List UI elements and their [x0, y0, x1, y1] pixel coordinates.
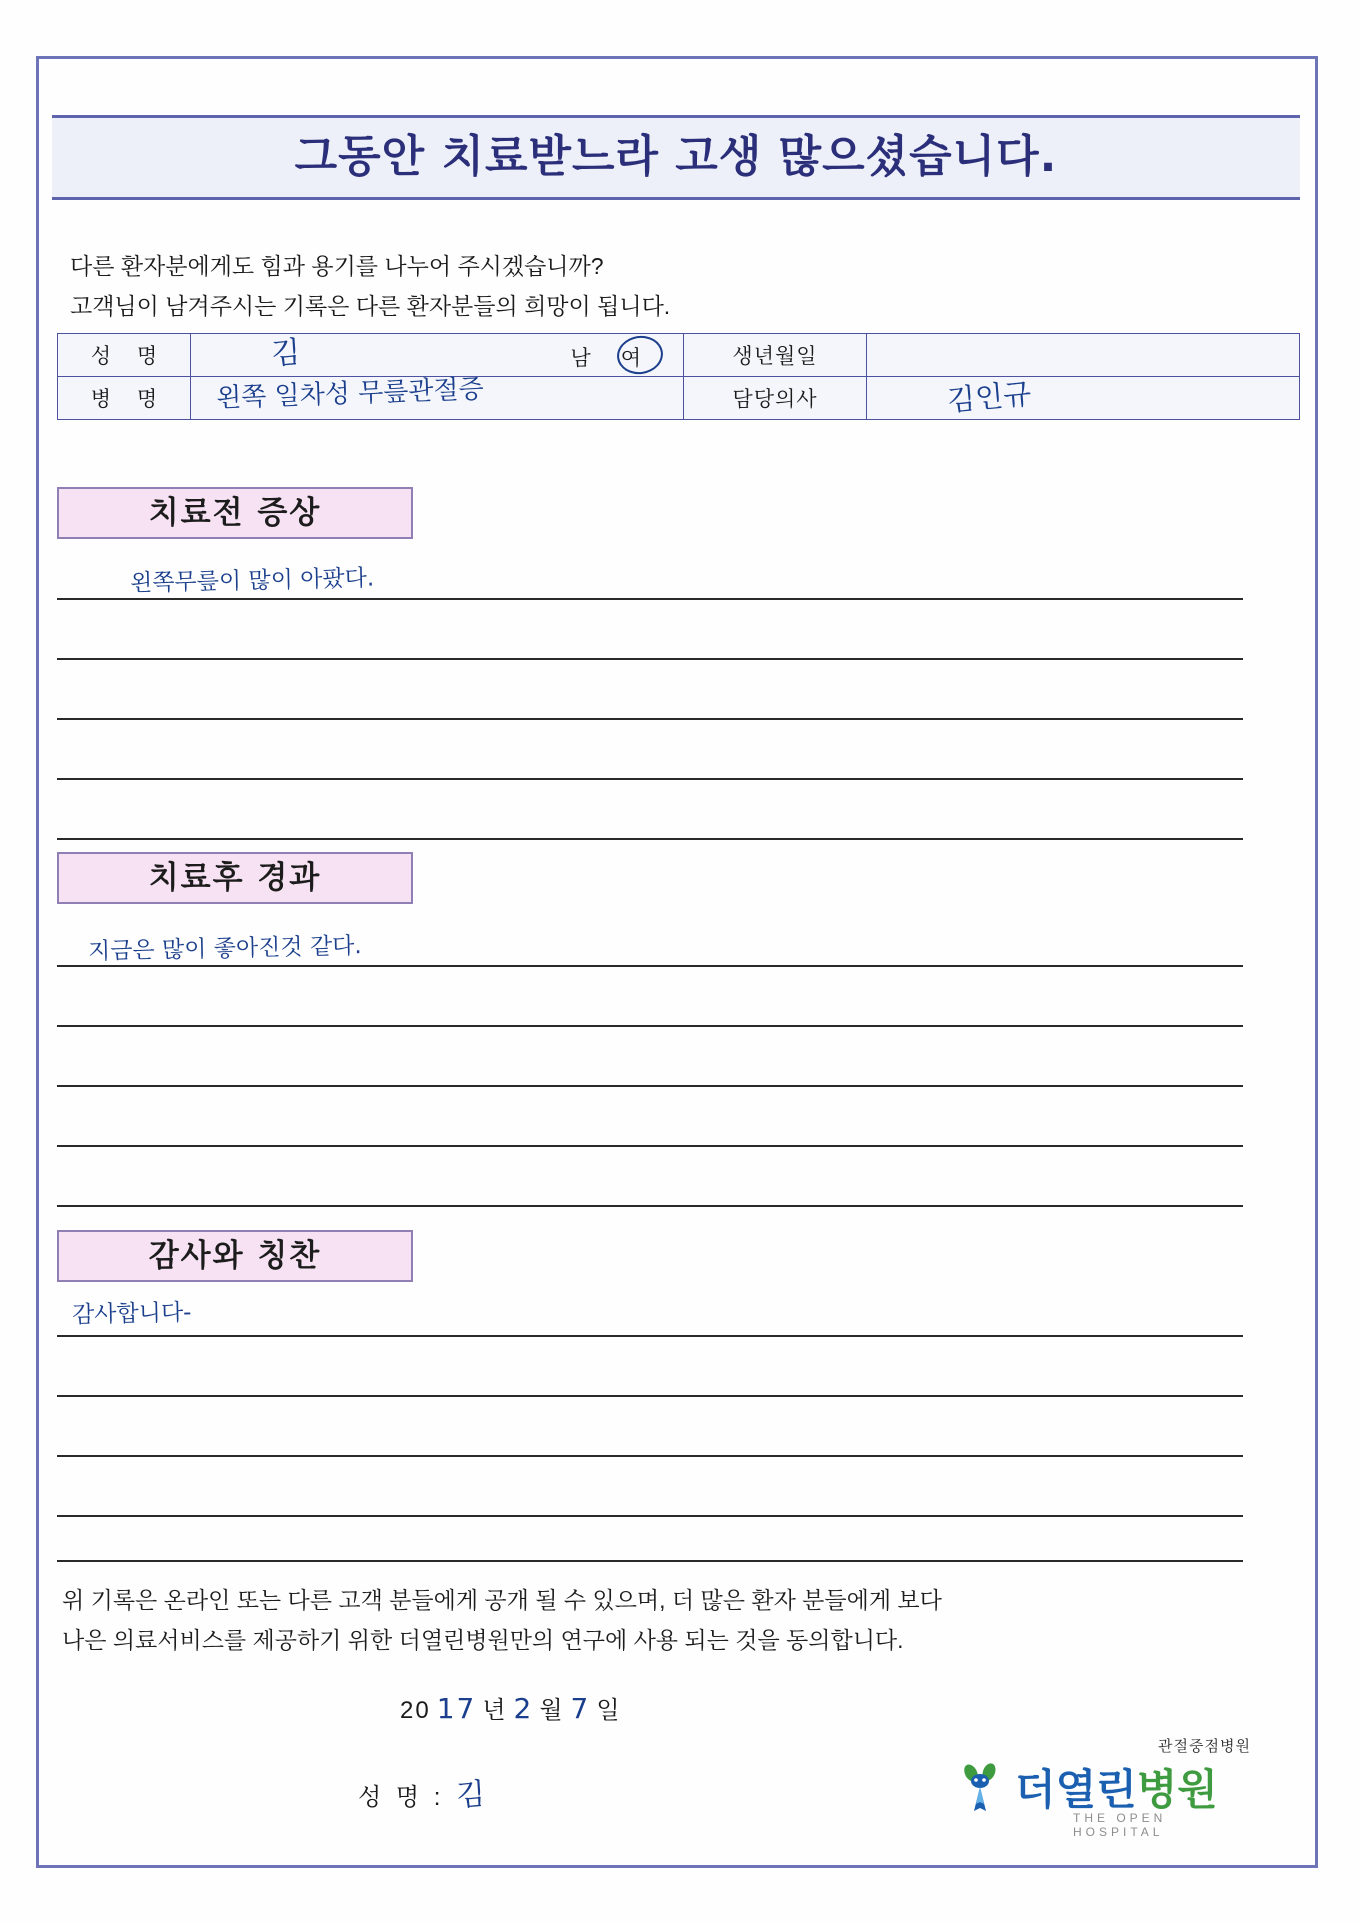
rule-line	[57, 965, 1243, 967]
rule-line	[57, 1395, 1243, 1397]
year-unit: 년	[482, 1697, 508, 1724]
disease-handwriting: 왼쪽 일차성 무릎관절증	[215, 374, 485, 414]
logo-name	[1015, 1757, 1218, 1817]
intro-line-2: 고객님이 남겨주시는 기록은 다른 환자분들의 희망이 됩니다.	[70, 293, 671, 319]
year-prefix: 20	[400, 1697, 431, 1724]
day-unit: 일	[596, 1697, 622, 1724]
rule-line	[57, 1205, 1243, 1207]
birth-label: 생년월일	[684, 334, 867, 377]
logo-subtitle: THE OPEN HOSPITAL	[1073, 1811, 1167, 1839]
rule-line	[57, 1025, 1243, 1027]
signature-date-row	[400, 1690, 622, 1725]
rule-line	[57, 1145, 1243, 1147]
rule-line	[57, 1515, 1243, 1517]
rule-line	[57, 778, 1243, 780]
logo-name-part2: 병원	[1136, 1765, 1218, 1814]
section-heading-symptoms: 치료전 증상	[57, 487, 413, 539]
signature-name-label: 성 명 :	[358, 1784, 445, 1811]
table-row	[58, 334, 1300, 377]
section-heading-progress: 치료후 경과	[57, 852, 413, 904]
signature-name-row	[358, 1770, 489, 1814]
doctor-label: 담당의사	[684, 377, 867, 420]
rule-line	[57, 658, 1243, 660]
rule-line	[57, 598, 1243, 600]
gender-male-label: 남	[570, 347, 621, 370]
month-handwriting: 2	[513, 1692, 534, 1725]
form-title-band	[52, 115, 1300, 200]
rule-line	[57, 718, 1243, 720]
disease-label: 병 명	[58, 377, 191, 420]
logo-name-part1: 더열린	[1015, 1765, 1137, 1814]
title-rule-bottom	[52, 197, 1300, 200]
open-hospital-mark-icon	[955, 1761, 1011, 1817]
rule-line	[57, 1455, 1243, 1457]
rule-line	[57, 1085, 1243, 1087]
progress-handwriting: 지금은 많이 좋아진것 같다.	[87, 933, 362, 965]
patient-info-table	[57, 333, 1300, 420]
name-label: 성 명	[58, 334, 191, 377]
doctor-handwriting: 김인규	[945, 376, 1033, 418]
symptoms-handwriting: 왼쪽무릎이 많이 아팠다.	[129, 565, 375, 597]
thanks-handwriting: 감사합니다-	[71, 1299, 192, 1329]
year-handwriting: 17	[436, 1692, 477, 1725]
intro-line-1: 다른 환자분에게도 힘과 용기를 나누어 주시겠습니까?	[70, 253, 604, 279]
logo-tagline: 관절중점병원	[1158, 1738, 1251, 1755]
doctor-value-cell	[867, 377, 1300, 420]
section-heading-thanks: 감사와 칭찬	[57, 1230, 413, 1282]
signature-name-handwriting: 김	[455, 1776, 491, 1814]
rule-line	[57, 838, 1243, 840]
birth-value-cell	[867, 334, 1300, 377]
page-title: 그동안 치료받느라 고생 많으셨습니다.	[294, 131, 1058, 182]
consent-line-1: 위 기록은 온라인 또는 다른 고객 분들에게 공개 될 수 있으며, 더 많은 환자 분들에게 보다	[62, 1587, 942, 1613]
month-unit: 월	[539, 1697, 565, 1724]
disease-value-cell	[191, 374, 684, 420]
name-handwriting: 김	[270, 335, 302, 372]
consent-line-2: 나은 의료서비스를 제공하기 위한 더열린병원만의 연구에 사용 되는 것을 동의합니다.	[62, 1627, 904, 1653]
hospital-logo	[955, 1735, 1255, 1845]
rule-line	[57, 1560, 1243, 1562]
gender-female-label: 여	[620, 347, 671, 370]
rule-line	[57, 1335, 1243, 1337]
table-row	[58, 377, 1300, 420]
day-handwriting: 7	[570, 1692, 591, 1725]
